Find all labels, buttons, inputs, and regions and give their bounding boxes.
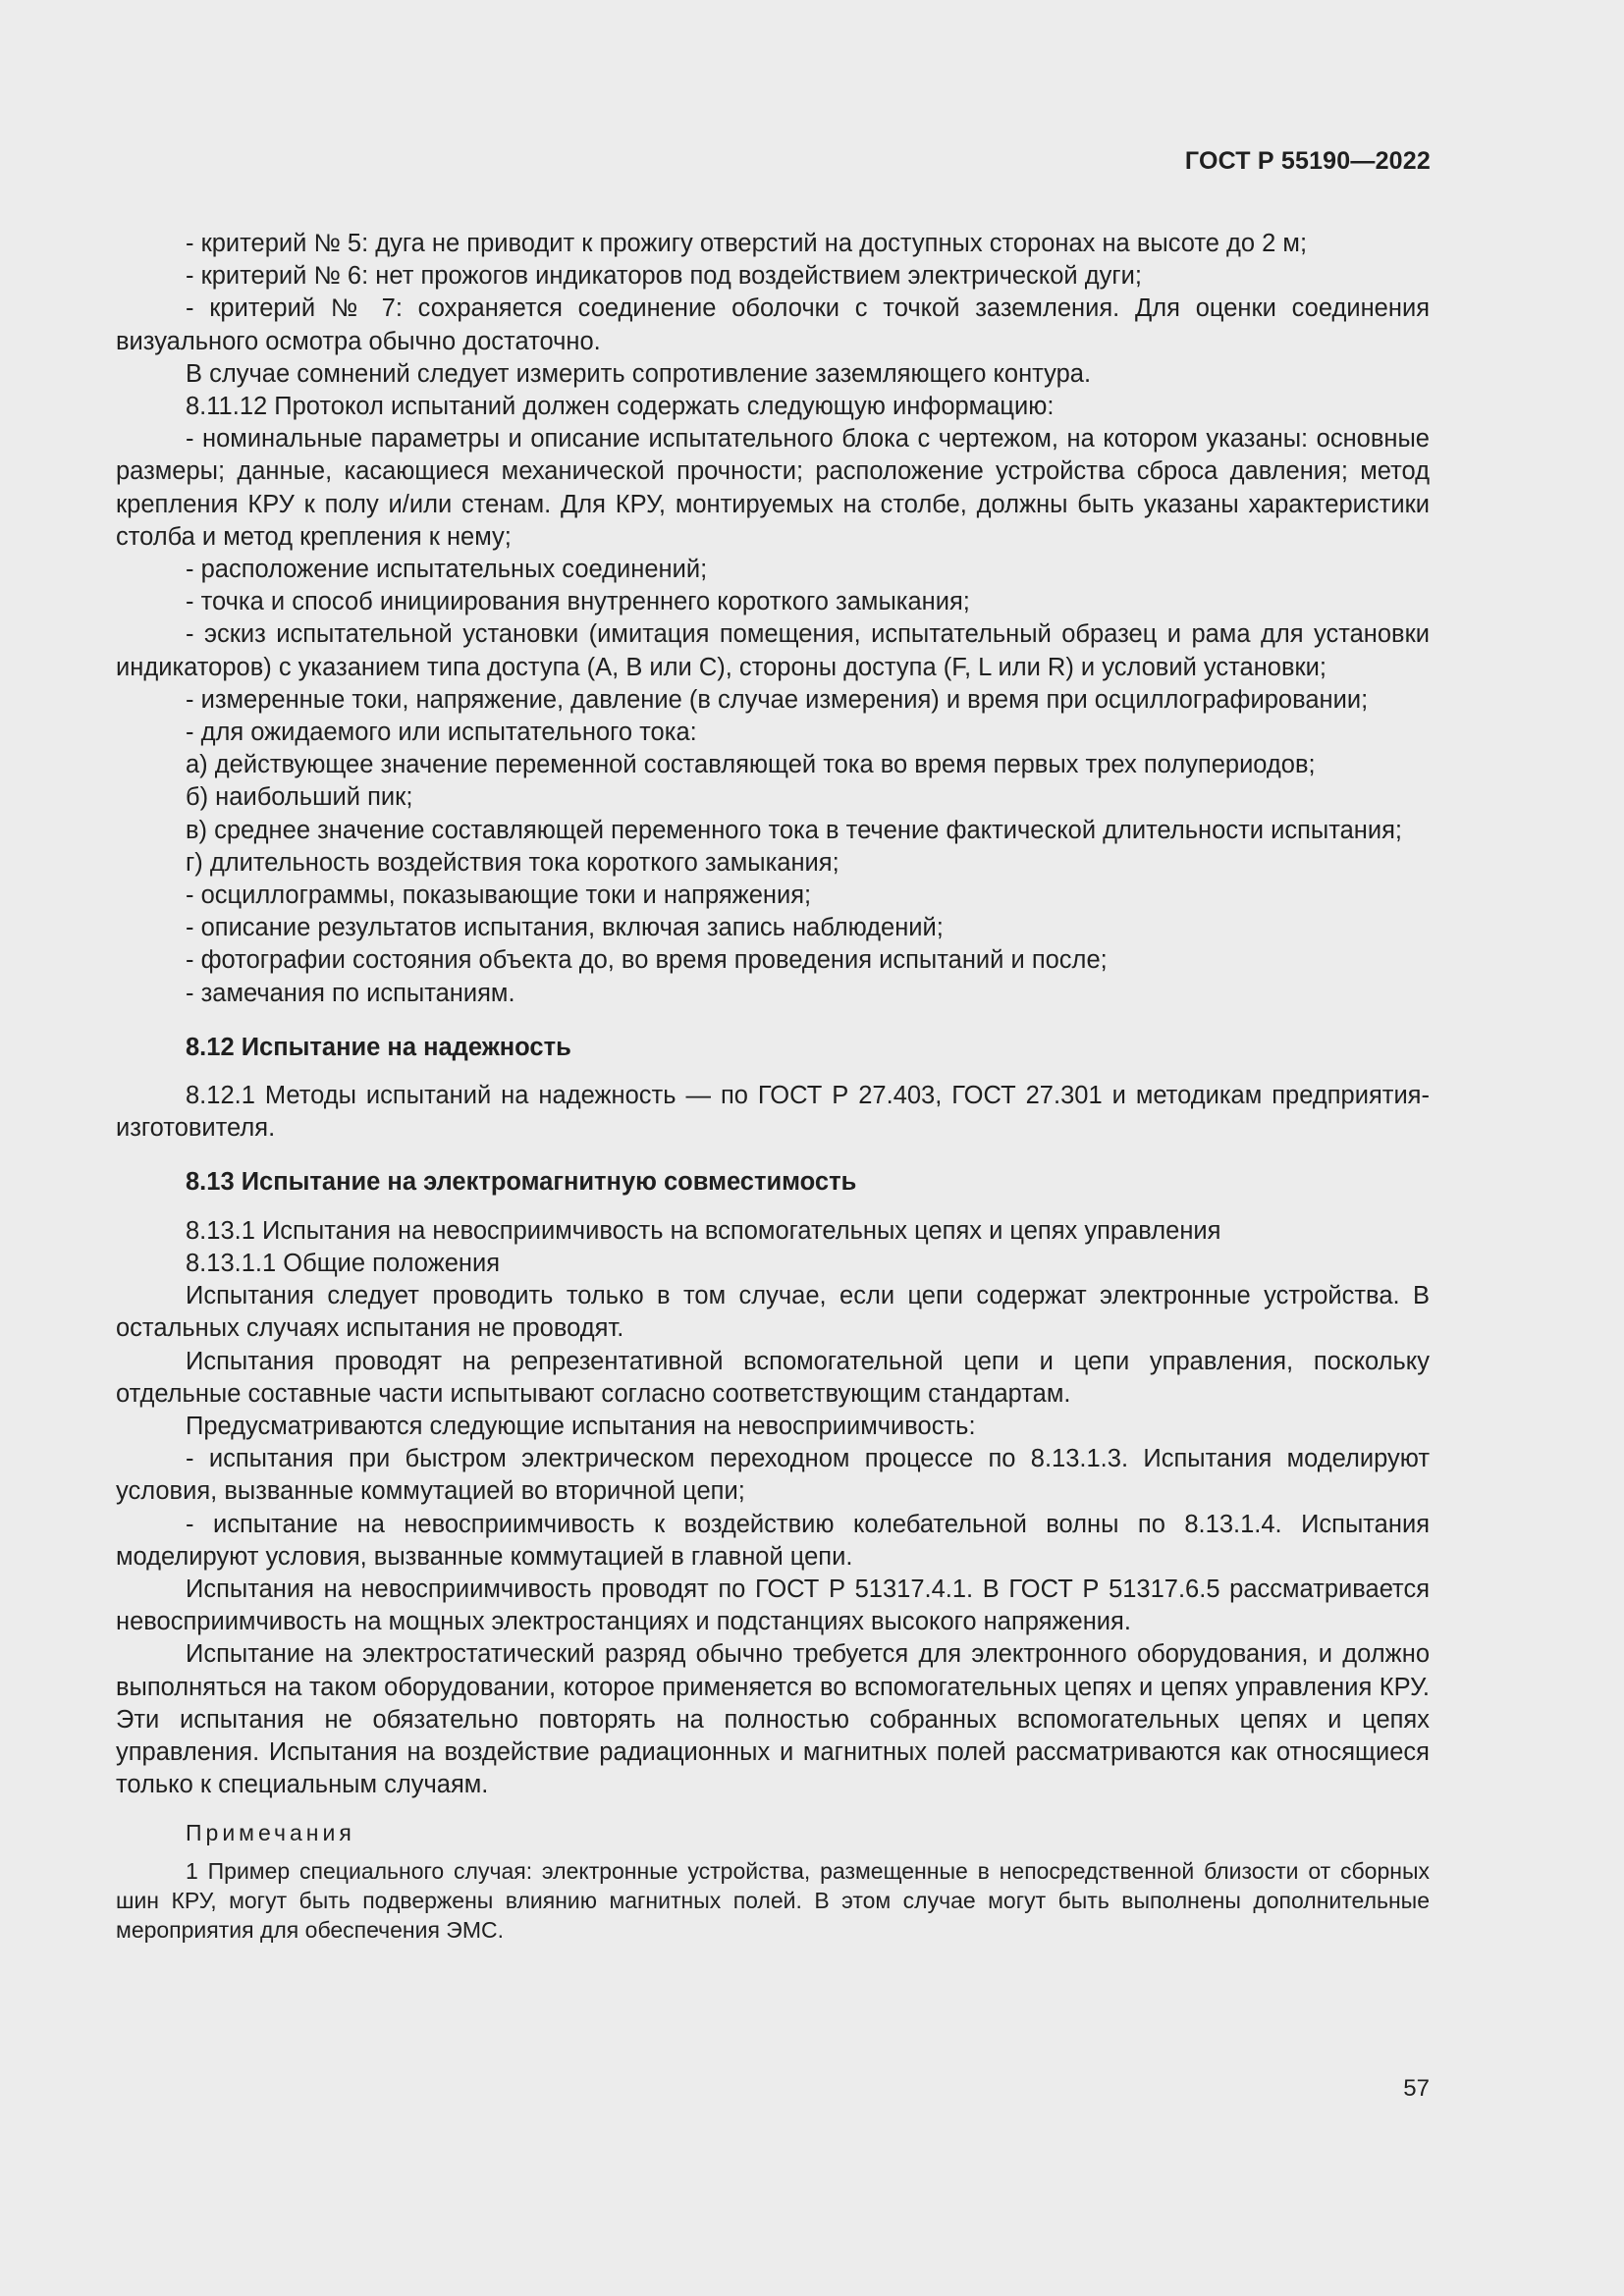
- paragraph: - для ожидаемого или испытательного тока:: [186, 719, 697, 747]
- paragraph: - замечания по испытаниям.: [186, 979, 515, 1007]
- note-paragraph: 1 Пример специального случая: электронные устройства, размещенные в непосредственной близости от сборных шин КРУ, могут быть подвержены влиянию магнитных полей. В этом случае могут быть выполнены дополнительные мероприятия для обеспечения ЭМС.: [116, 1857, 1430, 1943]
- paragraph: - эскиз испытательной установки (имитация помещения, испытательный образец и рама для установки индикаторов) с указанием типа доступа (А, В или С), стороны доступа (F, L или R) и условий установки;: [116, 620, 1430, 681]
- paragraph: 8.13.1.1 Общие положения: [186, 1249, 501, 1277]
- paragraph: г) длительность воздействия тока короткого замыкания;: [186, 848, 839, 877]
- paragraph: - критерий № 7: сохраняется соединение оболочки с точкой заземления. Для оценки соединения визуального осмотра обычно достаточно.: [116, 294, 1430, 355]
- paragraph: 8.12.1 Методы испытаний на надежность — по ГОСТ Р 27.403, ГОСТ 27.301 и методикам предприятия-изготовителя.: [116, 1082, 1430, 1143]
- paragraph: Испытания на невосприимчивость проводят по ГОСТ Р 51317.4.1. В ГОСТ Р 51317.6.5 рассматривается невосприимчивость на мощных электростанциях и подстанциях высокого напряжения.: [116, 1575, 1430, 1636]
- paragraph: б) наибольший пик;: [186, 783, 413, 812]
- paragraph: Испытания следует проводить только в том случае, если цепи содержат электронные устройства. В остальных случаях испытания не проводят.: [116, 1282, 1430, 1343]
- paragraph: - критерий № 5: дуга не приводит к прожигу отверстий на доступных сторонах на высоте до 2 м;: [186, 230, 1308, 257]
- paragraph: - расположение испытательных соединений;: [186, 556, 708, 584]
- paragraph: - номинальные параметры и описание испытательного блока с чертежом, на котором указаны: основные размеры; данные, касающиеся механической прочности; расположение устройства сброса давления; метод крепления КРУ к полу и/или стенам. Для КРУ, монтируемых на столбе, должны быть указаны характеристики столба и метод крепления к нему;: [116, 425, 1430, 551]
- page-number: 57: [1403, 2075, 1430, 2102]
- paragraph: Испытание на электростатический разряд обычно требуется для электронного оборудования, и должно выполняться на таком оборудовании, которое применяется во вспомогательных цепях и цепях управления КРУ. Эти испытания не обязательно повторять на полностью собранных вспомогательных цепях и цепях управления. Испытания на воздействие радиационных и магнитных полей рассматриваются как относящиеся только к специальным случаям.: [116, 1640, 1430, 1799]
- paragraph: - фотографии состояния объекта до, во время проведения испытаний и после;: [186, 946, 1108, 975]
- paragraph: - критерий № 6: нет прожогов индикаторов под воздействием электрической дуги;: [186, 262, 1142, 291]
- paragraph: Предусматриваются следующие испытания на невосприимчивость:: [186, 1412, 976, 1440]
- paragraph: - описание результатов испытания, включая запись наблюдений;: [186, 914, 944, 942]
- document-body: [116, 228, 1430, 1945]
- paragraph: а) действующее значение переменной составляющей тока во время первых трех полупериодов;: [186, 751, 1316, 779]
- paragraph: 8.11.12 Протокол испытаний должен содержать следующую информацию:: [186, 393, 1055, 421]
- paragraph: - испытания при быстром электрическом переходном процессе по 8.13.1.3. Испытания моделируют условия, вызванные коммутацией во вторичной цепи;: [116, 1445, 1430, 1506]
- document-code-header: ГОСТ Р 55190—2022: [1184, 147, 1431, 175]
- paragraph: 8.13.1 Испытания на невосприимчивость на вспомогательных цепях и цепях управления: [186, 1216, 1221, 1245]
- paragraph: Испытания проводят на репрезентативной вспомогательной цепи и цепи управления, поскольку отдельные составные части испытывают согласно соответствующим стандартам.: [116, 1347, 1430, 1408]
- notes-title: Примечания: [186, 1820, 355, 1846]
- paragraph: - измеренные токи, напряжение, давление (в случае измерения) и время при осциллографировании;: [186, 685, 1369, 714]
- paragraph: - испытание на невосприимчивость к воздействию колебательной волны по 8.13.1.4. Испытания моделируют условия, вызванные коммутацией в главной цепи.: [116, 1510, 1430, 1571]
- section-heading: 8.12 Испытание на надежность: [186, 1033, 571, 1061]
- paragraph: - точка и способ инициирования внутреннего короткого замыкания;: [186, 588, 970, 616]
- section-heading: 8.13 Испытание на электромагнитную совместимость: [186, 1168, 857, 1197]
- paragraph: в) среднее значение составляющей переменного тока в течение фактической длительности испытания;: [186, 816, 1403, 844]
- paragraph: - осциллограммы, показывающие токи и напряжения;: [186, 881, 812, 910]
- paragraph: В случае сомнений следует измерить сопротивление заземляющего контура.: [186, 359, 1092, 388]
